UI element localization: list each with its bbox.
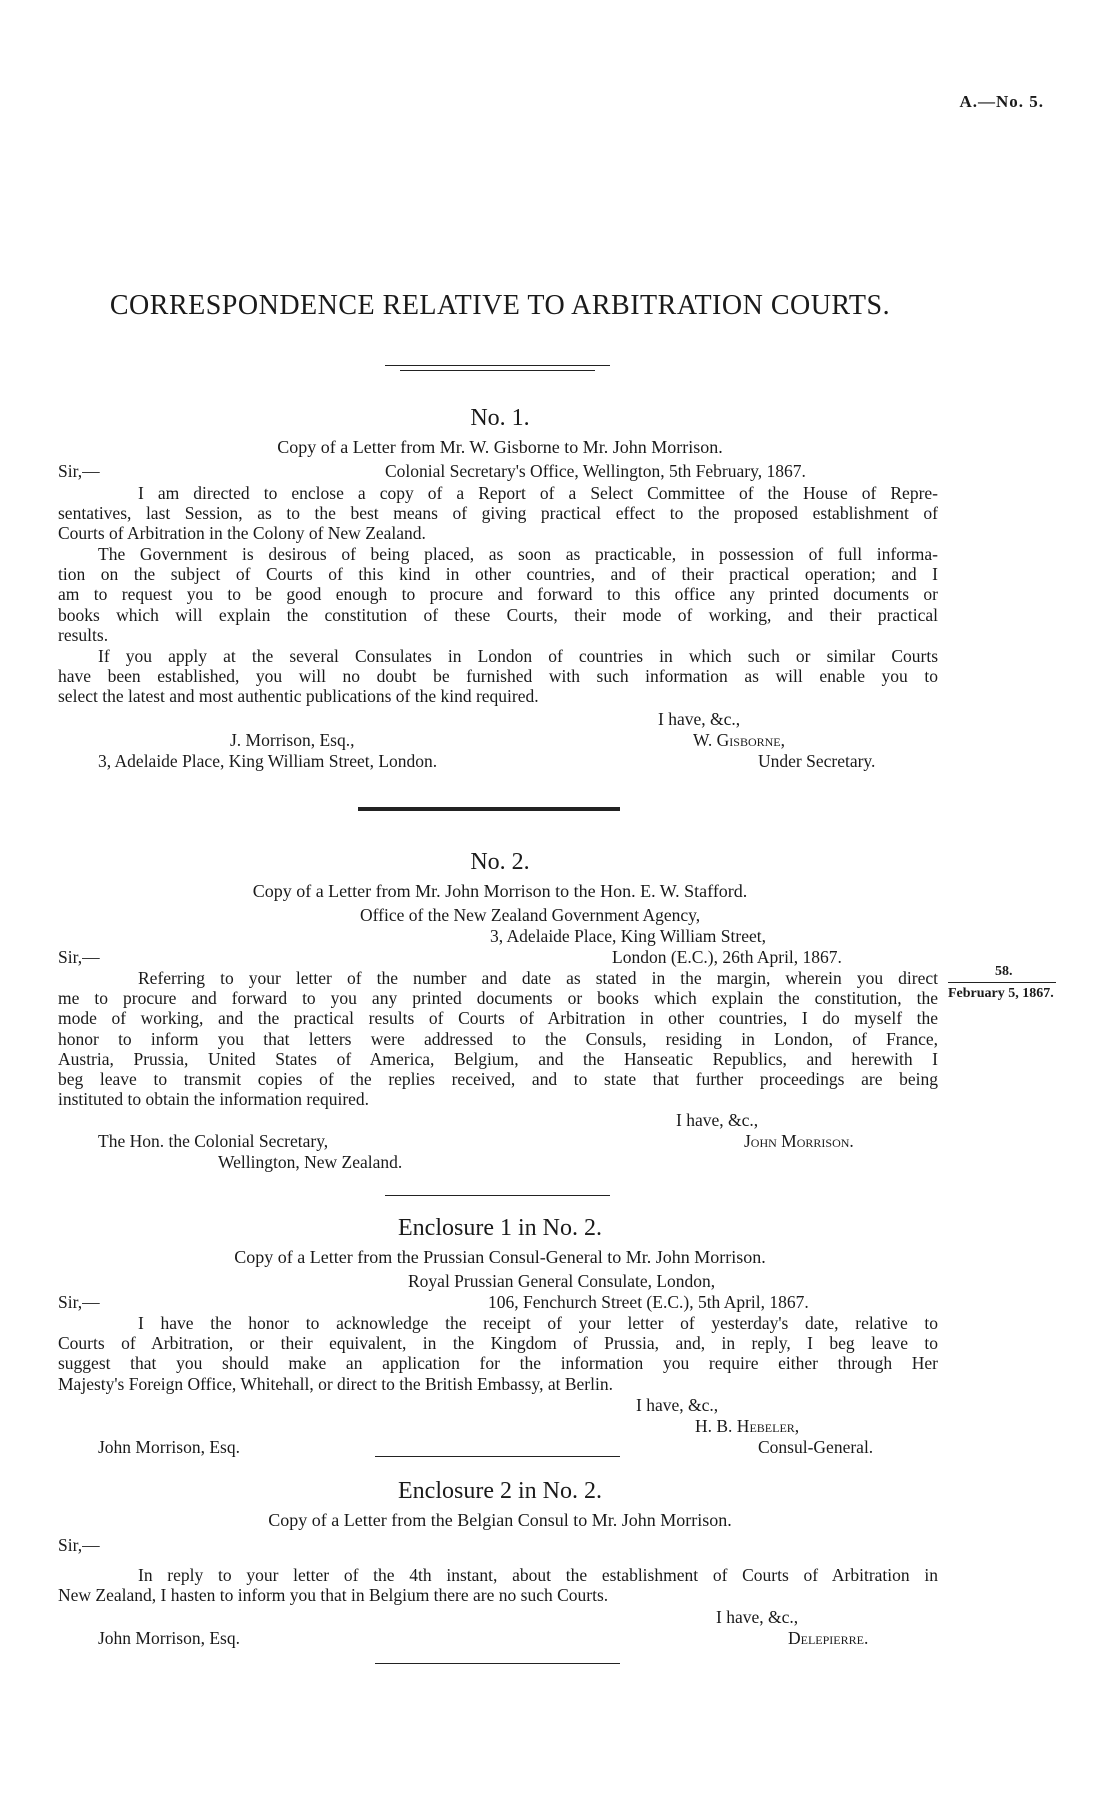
closing: I have, &c., xyxy=(716,1607,799,1627)
enclosure1-subheading: Copy of a Letter from the Prussian Consul-General to Mr. John Morrison. xyxy=(234,1247,766,1267)
divider xyxy=(400,370,595,371)
closing: I have, &c., xyxy=(636,1395,719,1415)
letter2-paragraph-1: Referring to your letter of the number and date as stated in the margin, wherein you direct me to procure and forward to you any printed documents or books which explain the constitution, the mode of working, and the practical results of Courts of Arbitration in other countries, I do myself the honor to inform you that letters were addressed to the Consuls, residing in London, of France, Austria, Prussia, United States of America, Belgium, and the Hanseatic Republics, and herewith I beg leave to transmit copies of the replies received, and to state that further proceedings are being instituted to obtain the information required. xyxy=(58,968,938,1110)
signature: Delepierre. xyxy=(788,1628,869,1648)
letter1-paragraph-1: I am directed to enclose a copy of a Report of a Select Committee of the House of Repre- sentatives, last Session, as to the best means of giving practical effect to the proposed establishment of Courts of Arbitration in the Colony of New Zealand. xyxy=(58,483,938,544)
address: 3, Adelaide Place, King William Street, London. xyxy=(98,751,438,771)
salutation: Sir,— xyxy=(58,461,100,481)
divider xyxy=(385,1195,610,1196)
divider xyxy=(385,365,610,366)
address: Wellington, New Zealand. xyxy=(218,1152,403,1172)
document-reference: A.—No. 5. xyxy=(959,92,1044,111)
closing: I have, &c., xyxy=(676,1110,759,1130)
enclosure2-subheading: Copy of a Letter from the Belgian Consul to Mr. John Morrison. xyxy=(268,1510,732,1530)
letter1-paragraph-2: The Government is desirous of being placed, as soon as practicable, in possession of full informa- tion on the subject of Courts of this kind in other countries, and of their practical operation; and I am to request you to be good enough to procure and forward to this office any printed documents or books which will explain the constitution of these Courts, their mode of working, and their practical results. xyxy=(58,544,938,645)
dateline: Colonial Secretary's Office, Wellington, 5th February, 1867. xyxy=(385,461,806,481)
signature: H. B. Hebeler, xyxy=(695,1416,800,1436)
address-line-1: Office of the New Zealand Government Agency, xyxy=(360,905,701,925)
closing: I have, &c., xyxy=(658,709,741,729)
signature: John Morrison. xyxy=(744,1131,854,1151)
letter1-heading: No. 1. xyxy=(470,405,530,431)
letter2-subheading: Copy of a Letter from Mr. John Morrison to the Hon. E. W. Stafford. xyxy=(252,881,748,901)
signature: W. Gisborne, xyxy=(693,730,786,750)
section-divider xyxy=(358,807,620,811)
enclosure2-heading: Enclosure 2 in No. 2. xyxy=(398,1478,602,1504)
margin-reference-number: 58. xyxy=(995,964,1013,979)
salutation: Sir,— xyxy=(58,1292,100,1312)
signature-title: Under Secretary. xyxy=(758,751,876,771)
addressee: John Morrison, Esq. xyxy=(98,1437,240,1457)
margin-reference-date: February 5, 1867. xyxy=(948,986,1054,1001)
address-line-1: Royal Prussian General Consulate, London, xyxy=(408,1271,716,1291)
enclosure1-heading: Enclosure 1 in No. 2. xyxy=(398,1215,602,1241)
divider xyxy=(375,1663,620,1664)
addressee: J. Morrison, Esq., xyxy=(230,730,355,750)
dateline: London (E.C.), 26th April, 1867. xyxy=(612,947,842,967)
addressee: The Hon. the Colonial Secretary, xyxy=(98,1131,329,1151)
divider xyxy=(375,1456,620,1457)
enclosure1-paragraph-1: I have the honor to acknowledge the receipt of your letter of yesterday's date, relative to Courts of Arbitration, or their equivalent, in the Kingdom of Prussia, and, in reply, I beg leave to suggest that you should make an application for the information you require either through Her Majesty's Foreign Office, Whitehall, or direct to the British Embassy, at Berlin. xyxy=(58,1313,938,1394)
address-line-2: 3, Adelaide Place, King William Street, xyxy=(490,926,766,946)
page-title: CORRESPONDENCE RELATIVE TO ARBITRATION COURTS. xyxy=(109,290,891,321)
salutation: Sir,— xyxy=(58,947,100,967)
letter1-subheading: Copy of a Letter from Mr. W. Gisborne to Mr. John Morrison. xyxy=(277,437,723,457)
signature-title: Consul-General. xyxy=(758,1437,874,1457)
salutation: Sir,— xyxy=(58,1535,100,1555)
dateline: 106, Fenchurch Street (E.C.), 5th April, 1867. xyxy=(488,1292,809,1312)
letter2-heading: No. 2. xyxy=(470,849,530,875)
letter1-paragraph-3: If you apply at the several Consulates in London of countries in which such or similar Courts have been established, you will no doubt be furnished with such information as will enable you to select the latest and most authentic publications of the kind required. xyxy=(58,646,938,707)
addressee: John Morrison, Esq. xyxy=(98,1628,240,1648)
margin-rule xyxy=(948,982,1056,983)
enclosure2-paragraph-1: In reply to your letter of the 4th instant, about the establishment of Courts of Arbitration in New Zealand, I hasten to inform you that in Belgium there are no such Courts. xyxy=(58,1565,938,1606)
